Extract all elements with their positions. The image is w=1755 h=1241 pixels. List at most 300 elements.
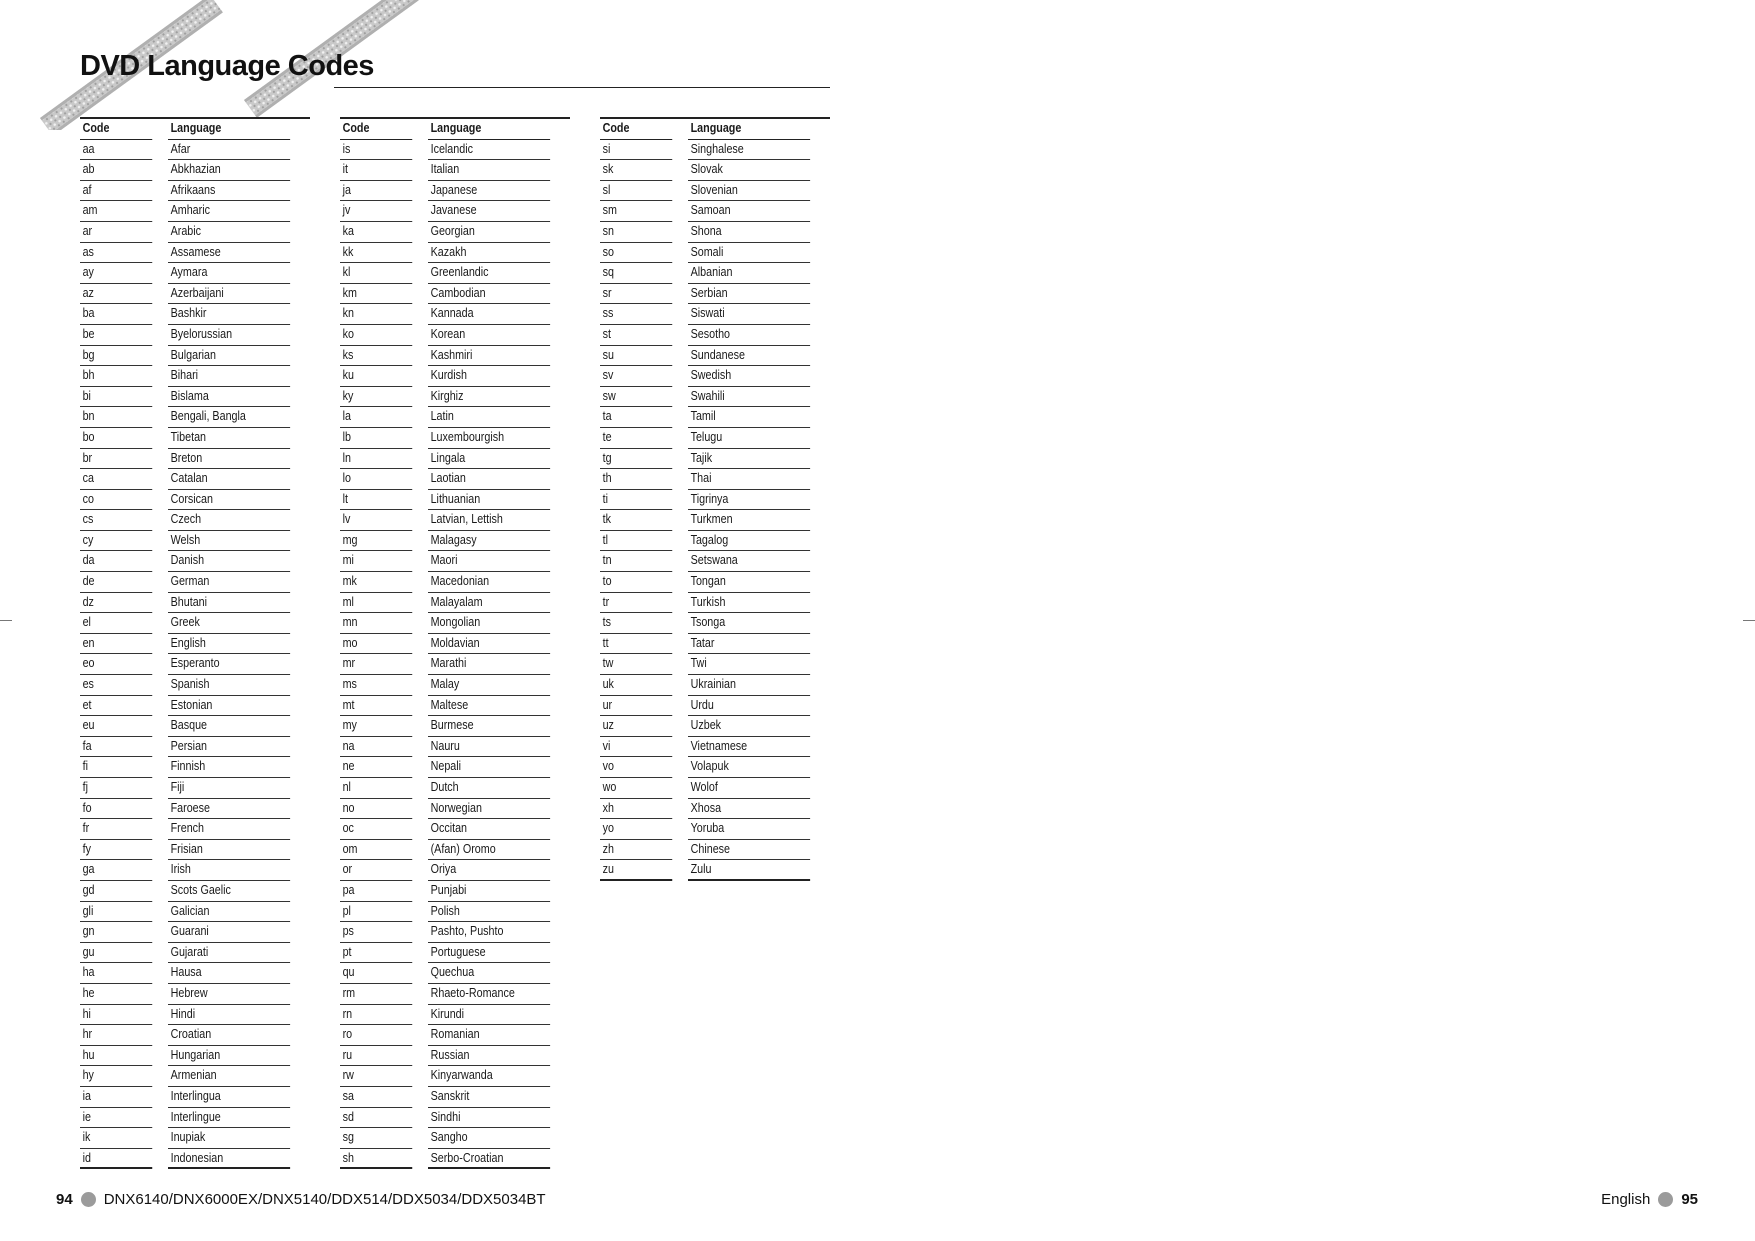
language-code: te xyxy=(600,428,672,449)
table-row xyxy=(600,201,830,222)
language-name: Telugu xyxy=(688,428,810,449)
table-row xyxy=(340,1005,570,1026)
table-row xyxy=(340,819,570,840)
language-code-table-1 xyxy=(80,117,310,1169)
table-row xyxy=(80,284,310,305)
language-code: sg xyxy=(340,1128,412,1149)
language-code: es xyxy=(80,675,152,696)
table-row xyxy=(80,593,310,614)
language-code: fo xyxy=(80,799,152,820)
table-row xyxy=(340,799,570,820)
table-row xyxy=(600,757,830,778)
language-code: ms xyxy=(340,675,412,696)
language-code: it xyxy=(340,160,412,181)
language-name: Afrikaans xyxy=(168,181,290,202)
language-code: ar xyxy=(80,222,152,243)
language-code-table-3 xyxy=(600,117,830,881)
table-row xyxy=(600,819,830,840)
table-row xyxy=(80,654,310,675)
language-name: Sundanese xyxy=(688,346,810,367)
table-row xyxy=(600,778,830,799)
language-code: aa xyxy=(80,140,152,161)
language-name: Serbian xyxy=(688,284,810,305)
model-list: DNX6140/DNX6000EX/DNX5140/DDX514/DDX5034/DDX5034BT xyxy=(103,1191,546,1208)
table-row xyxy=(80,201,310,222)
language-code-table-2 xyxy=(340,117,570,1169)
language-code: hr xyxy=(80,1025,152,1046)
language-name: Interlingua xyxy=(168,1087,290,1108)
language-code: vi xyxy=(600,737,672,758)
language-name: Aymara xyxy=(168,263,290,284)
table-row xyxy=(340,1128,570,1149)
language-code: he xyxy=(80,984,152,1005)
language-name: Tajik xyxy=(688,449,810,470)
language-name: Sangho xyxy=(428,1128,550,1149)
footer-left xyxy=(56,1191,546,1208)
language-code: rm xyxy=(340,984,412,1005)
language-name: Malay xyxy=(428,675,550,696)
table-row xyxy=(80,490,310,511)
language-code: eo xyxy=(80,654,152,675)
footer-right xyxy=(1601,1191,1698,1208)
language-code: to xyxy=(600,572,672,593)
language-code: rn xyxy=(340,1005,412,1026)
language-code: fy xyxy=(80,840,152,861)
language-code: sm xyxy=(600,201,672,222)
table-row xyxy=(80,840,310,861)
language-code: kn xyxy=(340,304,412,325)
table-row xyxy=(80,346,310,367)
table-row xyxy=(80,1087,310,1108)
table-row xyxy=(80,469,310,490)
language-name: Greek xyxy=(168,613,290,634)
language-name: Maltese xyxy=(428,696,550,717)
language-name: Setswana xyxy=(688,551,810,572)
table-row xyxy=(80,963,310,984)
language-code: zh xyxy=(600,840,672,861)
language-code: gli xyxy=(80,902,152,923)
language-name: Lithuanian xyxy=(428,490,550,511)
language-code: su xyxy=(600,346,672,367)
language-name: Malayalam xyxy=(428,593,550,614)
table-row xyxy=(80,160,310,181)
language-name: Bengali, Bangla xyxy=(168,407,290,428)
table-row xyxy=(80,922,310,943)
table-row xyxy=(80,1149,310,1170)
table-row xyxy=(340,284,570,305)
table-row xyxy=(340,304,570,325)
language-name: Vietnamese xyxy=(688,737,810,758)
table-row xyxy=(80,572,310,593)
language-name: Frisian xyxy=(168,840,290,861)
table-row xyxy=(340,222,570,243)
table-row xyxy=(80,181,310,202)
table-row xyxy=(600,840,830,861)
page-number-left: 94 xyxy=(56,1191,73,1208)
language-name: Malagasy xyxy=(428,531,550,552)
language-code: ss xyxy=(600,304,672,325)
language-name: Gujarati xyxy=(168,943,290,964)
language-code: th xyxy=(600,469,672,490)
language-code: am xyxy=(80,201,152,222)
language-name: Cambodian xyxy=(428,284,550,305)
language-name: Tibetan xyxy=(168,428,290,449)
language-code: de xyxy=(80,572,152,593)
language-code: ro xyxy=(340,1025,412,1046)
language-name: Kazakh xyxy=(428,243,550,264)
language-code: ha xyxy=(80,963,152,984)
table-row xyxy=(80,737,310,758)
table-row xyxy=(340,716,570,737)
language-name: English xyxy=(168,634,290,655)
language-code: wo xyxy=(600,778,672,799)
language-name: Samoan xyxy=(688,201,810,222)
language-code: sw xyxy=(600,387,672,408)
language-code: mt xyxy=(340,696,412,717)
language-name: Hebrew xyxy=(168,984,290,1005)
language-code: kl xyxy=(340,263,412,284)
language-name: Romanian xyxy=(428,1025,550,1046)
language-name: Bihari xyxy=(168,366,290,387)
table-row xyxy=(80,531,310,552)
language-name: Arabic xyxy=(168,222,290,243)
language-name: Latvian, Lettish xyxy=(428,510,550,531)
table-row xyxy=(600,654,830,675)
language-name: Maori xyxy=(428,551,550,572)
language-name: Tsonga xyxy=(688,613,810,634)
table-row xyxy=(340,922,570,943)
language-name: Byelorussian xyxy=(168,325,290,346)
language-name: Luxembourgish xyxy=(428,428,550,449)
language-name: Quechua xyxy=(428,963,550,984)
table-row xyxy=(600,407,830,428)
language-name: Slovenian xyxy=(688,181,810,202)
language-code: yo xyxy=(600,819,672,840)
language-code: uk xyxy=(600,675,672,696)
language-code: lb xyxy=(340,428,412,449)
language-name: Hindi xyxy=(168,1005,290,1026)
language-code: cs xyxy=(80,510,152,531)
language-code: tk xyxy=(600,510,672,531)
language-code: sl xyxy=(600,181,672,202)
table-row xyxy=(600,222,830,243)
language-code: gn xyxy=(80,922,152,943)
language-name: Thai xyxy=(688,469,810,490)
language-code: tl xyxy=(600,531,672,552)
table-row xyxy=(340,984,570,1005)
table-row xyxy=(600,572,830,593)
language-code: mk xyxy=(340,572,412,593)
language-name: Kinyarwanda xyxy=(428,1066,550,1087)
language-code: ie xyxy=(80,1108,152,1129)
table-row xyxy=(80,366,310,387)
language-name: Guarani xyxy=(168,922,290,943)
table-row xyxy=(340,346,570,367)
language-name: Fiji xyxy=(168,778,290,799)
table-row xyxy=(600,696,830,717)
table-row xyxy=(80,304,310,325)
language-name: Welsh xyxy=(168,531,290,552)
table-row xyxy=(80,819,310,840)
table-row xyxy=(600,263,830,284)
language-name: Indonesian xyxy=(168,1149,290,1170)
language-code: hi xyxy=(80,1005,152,1026)
language-code: ts xyxy=(600,613,672,634)
table-row xyxy=(340,1149,570,1170)
bullet-dot-icon xyxy=(1658,1192,1673,1207)
language-code: sa xyxy=(340,1087,412,1108)
language-name: Nepali xyxy=(428,757,550,778)
table-row xyxy=(600,716,830,737)
language-code: ay xyxy=(80,263,152,284)
language-name: German xyxy=(168,572,290,593)
footer-language: English xyxy=(1601,1191,1651,1208)
language-code: xh xyxy=(600,799,672,820)
language-name: Urdu xyxy=(688,696,810,717)
language-code: qu xyxy=(340,963,412,984)
table-row xyxy=(340,160,570,181)
header-language: Language xyxy=(168,119,290,140)
language-name: Croatian xyxy=(168,1025,290,1046)
language-name: Punjabi xyxy=(428,881,550,902)
language-code: da xyxy=(80,551,152,572)
language-name: Faroese xyxy=(168,799,290,820)
language-name: Breton xyxy=(168,449,290,470)
header-language: Language xyxy=(428,119,550,140)
table-row xyxy=(80,716,310,737)
table-row xyxy=(340,1025,570,1046)
language-name: Turkmen xyxy=(688,510,810,531)
table-row xyxy=(340,181,570,202)
language-code: pt xyxy=(340,943,412,964)
language-code: ln xyxy=(340,449,412,470)
language-name: Moldavian xyxy=(428,634,550,655)
language-name: Armenian xyxy=(168,1066,290,1087)
language-code: bo xyxy=(80,428,152,449)
language-name: Bhutani xyxy=(168,593,290,614)
table-row xyxy=(340,366,570,387)
language-code: rw xyxy=(340,1066,412,1087)
header-code: Code xyxy=(340,119,412,140)
language-name: Volapuk xyxy=(688,757,810,778)
table-row xyxy=(340,243,570,264)
language-code: ps xyxy=(340,922,412,943)
language-code: tw xyxy=(600,654,672,675)
table-row xyxy=(80,449,310,470)
language-name: Bashkir xyxy=(168,304,290,325)
language-code: st xyxy=(600,325,672,346)
table-row xyxy=(80,1025,310,1046)
language-code: br xyxy=(80,449,152,470)
table-row xyxy=(600,593,830,614)
table-row xyxy=(80,222,310,243)
table-row xyxy=(600,490,830,511)
table-row xyxy=(600,243,830,264)
language-name: Pashto, Pushto xyxy=(428,922,550,943)
table-row xyxy=(340,201,570,222)
language-name: Russian xyxy=(428,1046,550,1067)
language-name: Portuguese xyxy=(428,943,550,964)
language-name: Greenlandic xyxy=(428,263,550,284)
table-row xyxy=(340,449,570,470)
language-name: Tatar xyxy=(688,634,810,655)
language-name: Oriya xyxy=(428,860,550,881)
table-row xyxy=(340,593,570,614)
language-name: French xyxy=(168,819,290,840)
table-row xyxy=(340,1046,570,1067)
language-name: Catalan xyxy=(168,469,290,490)
language-code: sh xyxy=(340,1149,412,1170)
table-row xyxy=(600,140,830,161)
language-code: fr xyxy=(80,819,152,840)
table-row xyxy=(80,243,310,264)
table-row xyxy=(600,531,830,552)
language-code: id xyxy=(80,1149,152,1170)
table-row xyxy=(80,1066,310,1087)
language-code: na xyxy=(340,737,412,758)
table-row xyxy=(80,1046,310,1067)
language-code: dz xyxy=(80,593,152,614)
language-name: Laotian xyxy=(428,469,550,490)
table-row xyxy=(80,263,310,284)
language-name: Singhalese xyxy=(688,140,810,161)
language-name: Azerbaijani xyxy=(168,284,290,305)
table-row xyxy=(340,263,570,284)
language-name: Georgian xyxy=(428,222,550,243)
language-code: fi xyxy=(80,757,152,778)
table-row xyxy=(340,675,570,696)
language-code: uz xyxy=(600,716,672,737)
language-name: Ukrainian xyxy=(688,675,810,696)
language-name: Spanish xyxy=(168,675,290,696)
language-code: kk xyxy=(340,243,412,264)
language-code: ti xyxy=(600,490,672,511)
language-code: lo xyxy=(340,469,412,490)
language-name: Persian xyxy=(168,737,290,758)
language-name: Finnish xyxy=(168,757,290,778)
table-row xyxy=(600,449,830,470)
language-name: Shona xyxy=(688,222,810,243)
title-underline xyxy=(334,87,830,88)
language-name: Scots Gaelic xyxy=(168,881,290,902)
language-code: az xyxy=(80,284,152,305)
language-code: ko xyxy=(340,325,412,346)
language-name: Korean xyxy=(428,325,550,346)
language-name: Serbo-Croatian xyxy=(428,1149,550,1170)
language-name: Irish xyxy=(168,860,290,881)
language-code: tr xyxy=(600,593,672,614)
crop-mark-left xyxy=(0,620,12,621)
table-row xyxy=(80,881,310,902)
language-name: Xhosa xyxy=(688,799,810,820)
language-code: nl xyxy=(340,778,412,799)
language-code: pa xyxy=(340,881,412,902)
table-row xyxy=(80,778,310,799)
language-code: ne xyxy=(340,757,412,778)
language-name: Inupiak xyxy=(168,1128,290,1149)
language-name: Interlingue xyxy=(168,1108,290,1129)
language-name: Turkish xyxy=(688,593,810,614)
language-code: gd xyxy=(80,881,152,902)
table-row xyxy=(80,1128,310,1149)
table-row xyxy=(600,675,830,696)
language-code: my xyxy=(340,716,412,737)
table-row xyxy=(80,407,310,428)
language-code: ml xyxy=(340,593,412,614)
language-name: Abkhazian xyxy=(168,160,290,181)
language-code: ab xyxy=(80,160,152,181)
language-name: Nauru xyxy=(428,737,550,758)
language-code: si xyxy=(600,140,672,161)
language-name: Icelandic xyxy=(428,140,550,161)
table-row xyxy=(340,407,570,428)
language-name: Sesotho xyxy=(688,325,810,346)
language-code: sk xyxy=(600,160,672,181)
language-name: Swahili xyxy=(688,387,810,408)
language-code: el xyxy=(80,613,152,634)
language-name: Tongan xyxy=(688,572,810,593)
table-row xyxy=(340,860,570,881)
language-name: Danish xyxy=(168,551,290,572)
language-code: co xyxy=(80,490,152,511)
language-code: ka xyxy=(340,222,412,243)
table-row xyxy=(340,902,570,923)
page-title: DVD Language Codes xyxy=(80,50,374,82)
language-name: Japanese xyxy=(428,181,550,202)
language-name: Chinese xyxy=(688,840,810,861)
table-row xyxy=(340,510,570,531)
table-row xyxy=(80,613,310,634)
language-name: Esperanto xyxy=(168,654,290,675)
table-header xyxy=(600,117,830,140)
table-row xyxy=(80,860,310,881)
table-row xyxy=(600,284,830,305)
language-name: Hausa xyxy=(168,963,290,984)
language-code: ca xyxy=(80,469,152,490)
header-code: Code xyxy=(80,119,152,140)
table-row xyxy=(340,737,570,758)
table-row xyxy=(340,634,570,655)
language-code: ky xyxy=(340,387,412,408)
language-code: ku xyxy=(340,366,412,387)
header-code: Code xyxy=(600,119,672,140)
table-row xyxy=(600,469,830,490)
language-code: km xyxy=(340,284,412,305)
table-row xyxy=(340,572,570,593)
language-code: zu xyxy=(600,860,672,881)
table-row xyxy=(80,757,310,778)
language-name: Assamese xyxy=(168,243,290,264)
table-row xyxy=(600,634,830,655)
language-name: Occitan xyxy=(428,819,550,840)
table-row xyxy=(600,737,830,758)
table-row xyxy=(80,551,310,572)
language-code: ks xyxy=(340,346,412,367)
language-code: cy xyxy=(80,531,152,552)
language-code: hu xyxy=(80,1046,152,1067)
language-code: ur xyxy=(600,696,672,717)
language-code: bh xyxy=(80,366,152,387)
language-name: Kirundi xyxy=(428,1005,550,1026)
table-row xyxy=(340,325,570,346)
language-name: Javanese xyxy=(428,201,550,222)
language-name: Bulgarian xyxy=(168,346,290,367)
table-row xyxy=(600,387,830,408)
language-name: Somali xyxy=(688,243,810,264)
language-name: Italian xyxy=(428,160,550,181)
table-row xyxy=(80,428,310,449)
language-code: tt xyxy=(600,634,672,655)
